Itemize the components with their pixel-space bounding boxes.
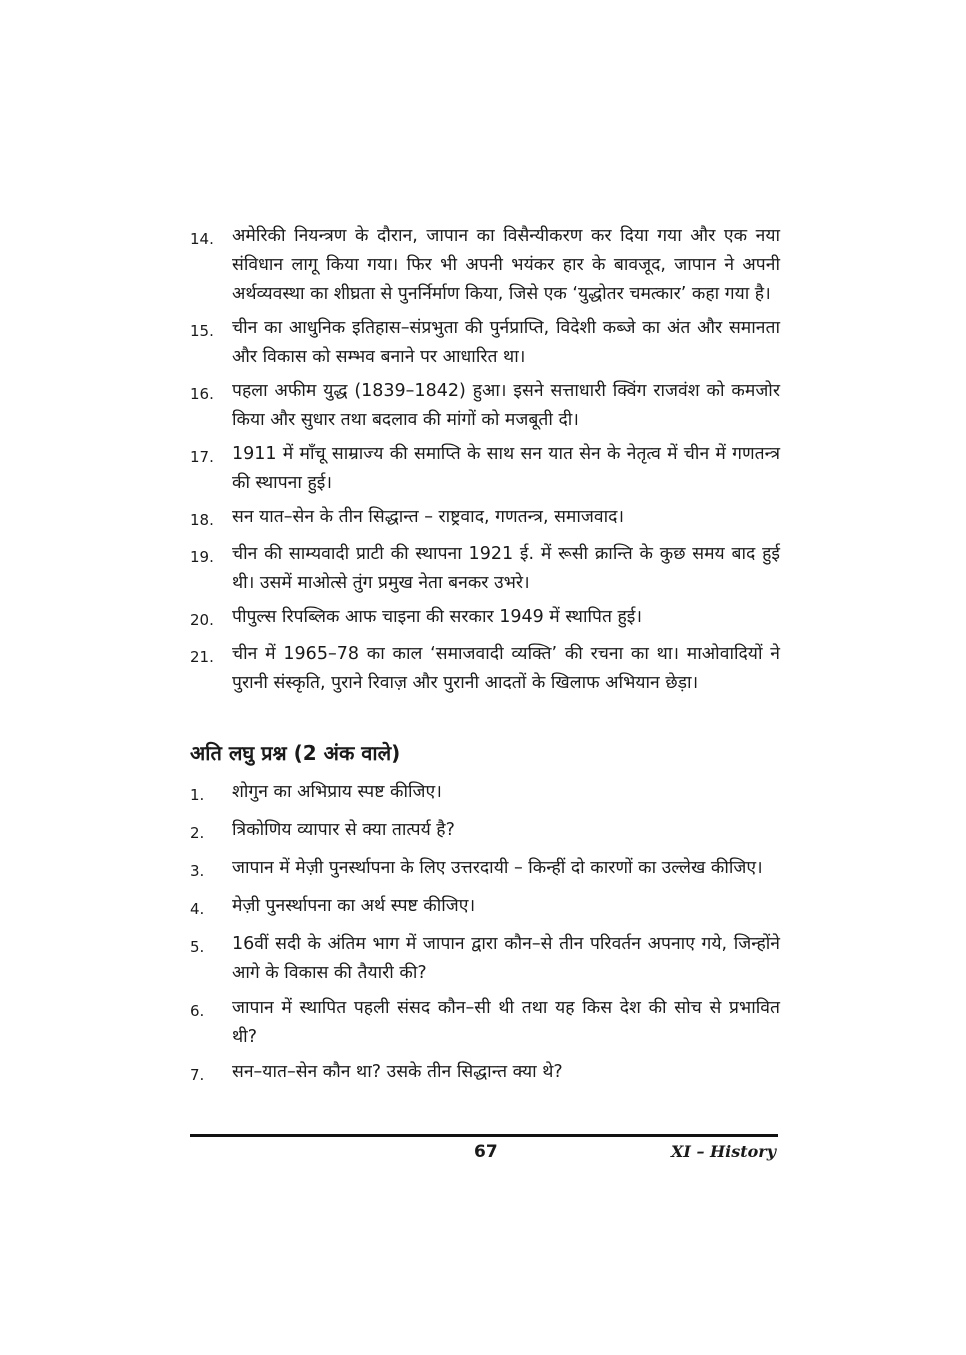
list-item <box>190 314 780 372</box>
section-heading: अति लघु प्रश्न (2 अंक वाले) <box>190 741 401 765</box>
item-number: 16. <box>190 385 214 403</box>
question-number: 3. <box>190 862 205 880</box>
item-number: 18. <box>190 511 214 529</box>
item-number: 17. <box>190 448 214 466</box>
summary-points <box>190 222 780 698</box>
list-item <box>190 892 780 924</box>
question-number: 6. <box>190 1002 205 1020</box>
list-item <box>190 377 780 435</box>
question-text: सन–यात–सेन कौन था? उसके तीन सिद्धान्त क्या थे? <box>232 1062 563 1082</box>
footer-title: XI – History <box>670 1142 776 1161</box>
question-text: मेज़ी पुनर्स्थापना का अर्थ स्पष्ट कीजिए। <box>232 896 476 916</box>
list-item <box>190 440 780 498</box>
question-number: 2. <box>190 824 205 842</box>
list-item <box>190 930 780 988</box>
page-number: 67 <box>474 1142 498 1162</box>
list-item <box>190 540 780 598</box>
question-text: शोगुन का अभिप्राय स्पष्ट कीजिए। <box>232 782 442 802</box>
item-text: पीपुल्स रिपब्लिक आफ चाइना की सरकार 1949 में स्थापित हुई। <box>232 607 643 627</box>
list-item <box>190 994 780 1052</box>
item-number: 15. <box>190 322 214 340</box>
item-number: 21. <box>190 648 214 666</box>
item-text: सन यात–सेन के तीन सिद्धान्त – राष्ट्रवाद, गणतन्त्र, समाजवाद। <box>232 507 625 527</box>
question-number: 1. <box>190 786 205 804</box>
item-text: चीन का आधुनिक इतिहास–संप्रभुता की पुर्नप्राप्ति, विदेशी कब्जे का अंत और समानता और विकास को सम्भव बनाने पर आधारित था। <box>232 318 780 367</box>
item-text: अमेरिकी नियन्त्रण के दौरान, जापान का विसैन्यीकरण कर दिया गया और एक नया संविधान लागू किया गया। फिर भी अपनी भयंकर हार के बावजूद, जापान ने अपनी अर्थव्यवस्था का शीघ्रता से पुनर्निर्माण किया, जिसे एक ‘युद्धोतर चमत्कार’ कहा गया है। <box>232 226 780 304</box>
list-item <box>190 854 780 886</box>
list-item <box>190 778 780 810</box>
list-item <box>190 640 780 698</box>
item-text: 1911 में माँचू साम्राज्य की समाप्ति के साथ सन यात सेन के नेतृत्व में चीन में गणतन्त्र की स्थापना हुई। <box>232 444 780 493</box>
item-text: चीन में 1965–78 का काल ‘समाजवादी व्यक्ति’ की रचना का था। माओवादियों ने पुरानी संस्कृति, पुराने रिवाज़ और पुरानी आदतों के खिलाफ अभियान छेड़ा। <box>232 644 780 693</box>
question-text: 16वीं सदी के अंतिम भाग में जापान द्वारा कौन–से तीन परिवर्तन अपनाए गये, जिन्होंने आगे के विकास की तैयारी की? <box>232 934 780 983</box>
item-text: पहला अफीम युद्ध (1839–1842) हुआ। इसने सत्ताधारी क्विंग राजवंश को कमजोर किया और सुधार तथा बदलाव की मांगों को मजबूती दी। <box>232 381 780 430</box>
question-number: 7. <box>190 1066 205 1084</box>
item-text: चीन की साम्यवादी प्राटी की स्थापना 1921 ई. में रूसी क्रान्ति के कुछ समय बाद हुई थी। उसमें माओत्से तुंग प्रमुख नेता बनकर उभरे। <box>232 544 780 593</box>
question-list <box>190 778 780 1090</box>
question-text: जापान में मेज़ी पुनर्स्थापना के लिए उत्तरदायी – किन्हीं दो कारणों का उल्लेख कीजिए। <box>232 858 763 878</box>
page-content <box>190 222 780 1096</box>
list-item <box>190 603 780 635</box>
question-text: जापान में स्थापित पहली संसद कौन–सी थी तथा यह किस देश की सोच से प्रभावित थी? <box>232 998 780 1047</box>
question-number: 4. <box>190 900 205 918</box>
list-item <box>190 1058 780 1090</box>
footer-divider <box>190 1134 778 1137</box>
item-number: 20. <box>190 611 214 629</box>
list-item <box>190 222 780 309</box>
item-number: 14. <box>190 230 214 248</box>
list-item <box>190 503 780 535</box>
list-item <box>190 816 780 848</box>
question-text: त्रिकोणिय व्यापार से क्या तात्पर्य है? <box>232 820 455 840</box>
item-number: 19. <box>190 548 214 566</box>
question-number: 5. <box>190 938 205 956</box>
